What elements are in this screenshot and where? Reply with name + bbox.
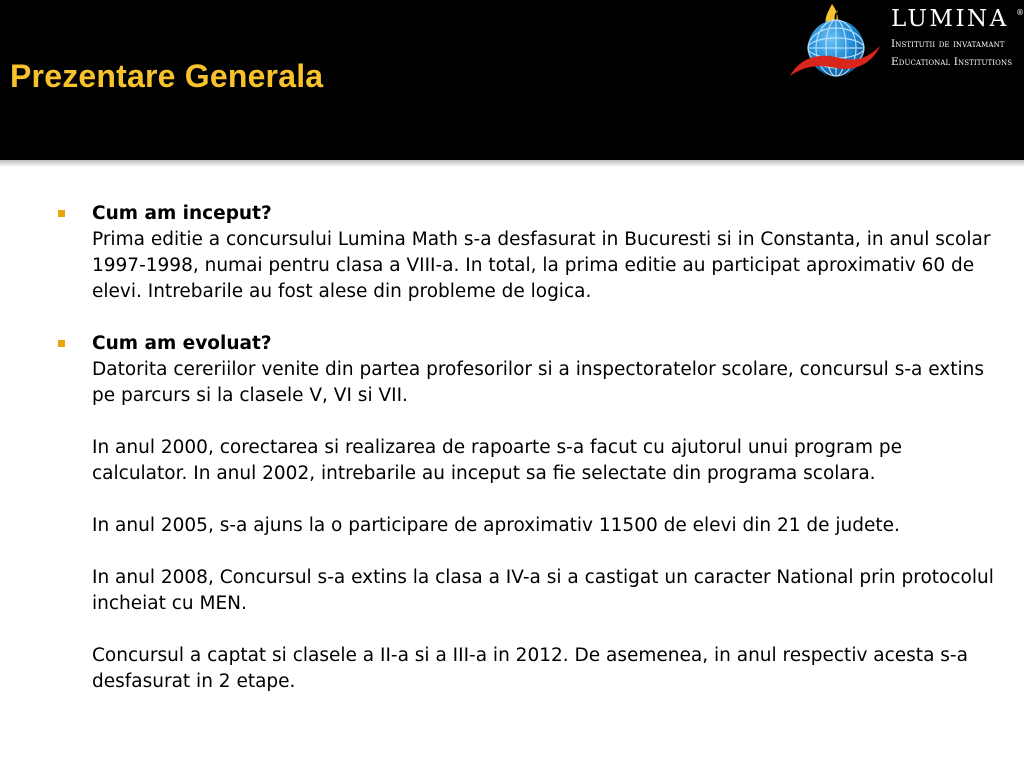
slide-body — [58, 201, 998, 695]
brand-tagline-en: Educational Institutions — [891, 56, 1013, 68]
registered-mark: ® — [1016, 8, 1024, 17]
bullet-paragraph: In anul 2000, corectarea si realizarea de rapoarte s-a facut cu ajutorul unui program pe calculator. In anul 2002, intrebarile au inceput sa fie selectate din programa scolara. — [92, 437, 902, 484]
slide-title: Prezentare Generala — [10, 58, 324, 94]
brand-block — [891, 6, 1024, 71]
bullet-item — [58, 201, 998, 305]
header-divider — [0, 160, 1024, 166]
bullet-paragraph: Concursul a captat si clasele a II-a si a III-a in 2012. De asemenea, in anul respectiv acesta s-a desfasurat in 2 etape. — [92, 645, 968, 692]
globe-icon — [788, 2, 888, 86]
brand-name: LUMINA — [891, 6, 1009, 32]
square-bullet-icon — [58, 210, 65, 217]
bullet-heading: Cum am evoluat? — [92, 333, 272, 354]
bullet-heading: Cum am inceput? — [92, 203, 272, 224]
lumina-logo — [788, 2, 1024, 86]
bullet-item — [58, 331, 998, 695]
bullet-paragraph: In anul 2008, Concursul s-a extins la clasa a IV-a si a castigat un caracter National prin protocolul incheiat cu MEN. — [92, 567, 994, 614]
bullet-paragraph: Datorita cereriilor venite din partea profesorilor si a inspectoratelor scolare, concursul s-a extins pe parcurs si la clasele V, VI si VII. — [92, 359, 984, 406]
bullet-paragraph: Prima editie a concursului Lumina Math s-a desfasurat in Bucuresti si in Constanta, in anul scolar 1997-1998, numai pentru clasa a VIII-a. In total, la prima editie au participat aproximativ 60 de elevi. Intrebarile au fost alese din probleme de logica. — [92, 229, 991, 302]
brand-tagline-ro: Institutii de invatamant — [891, 38, 1005, 50]
slide-header — [0, 0, 1024, 160]
square-bullet-icon — [58, 340, 65, 347]
bullet-paragraph: In anul 2005, s-a ajuns la o participare de aproximativ 11500 de elevi din 21 de judete. — [92, 515, 900, 536]
